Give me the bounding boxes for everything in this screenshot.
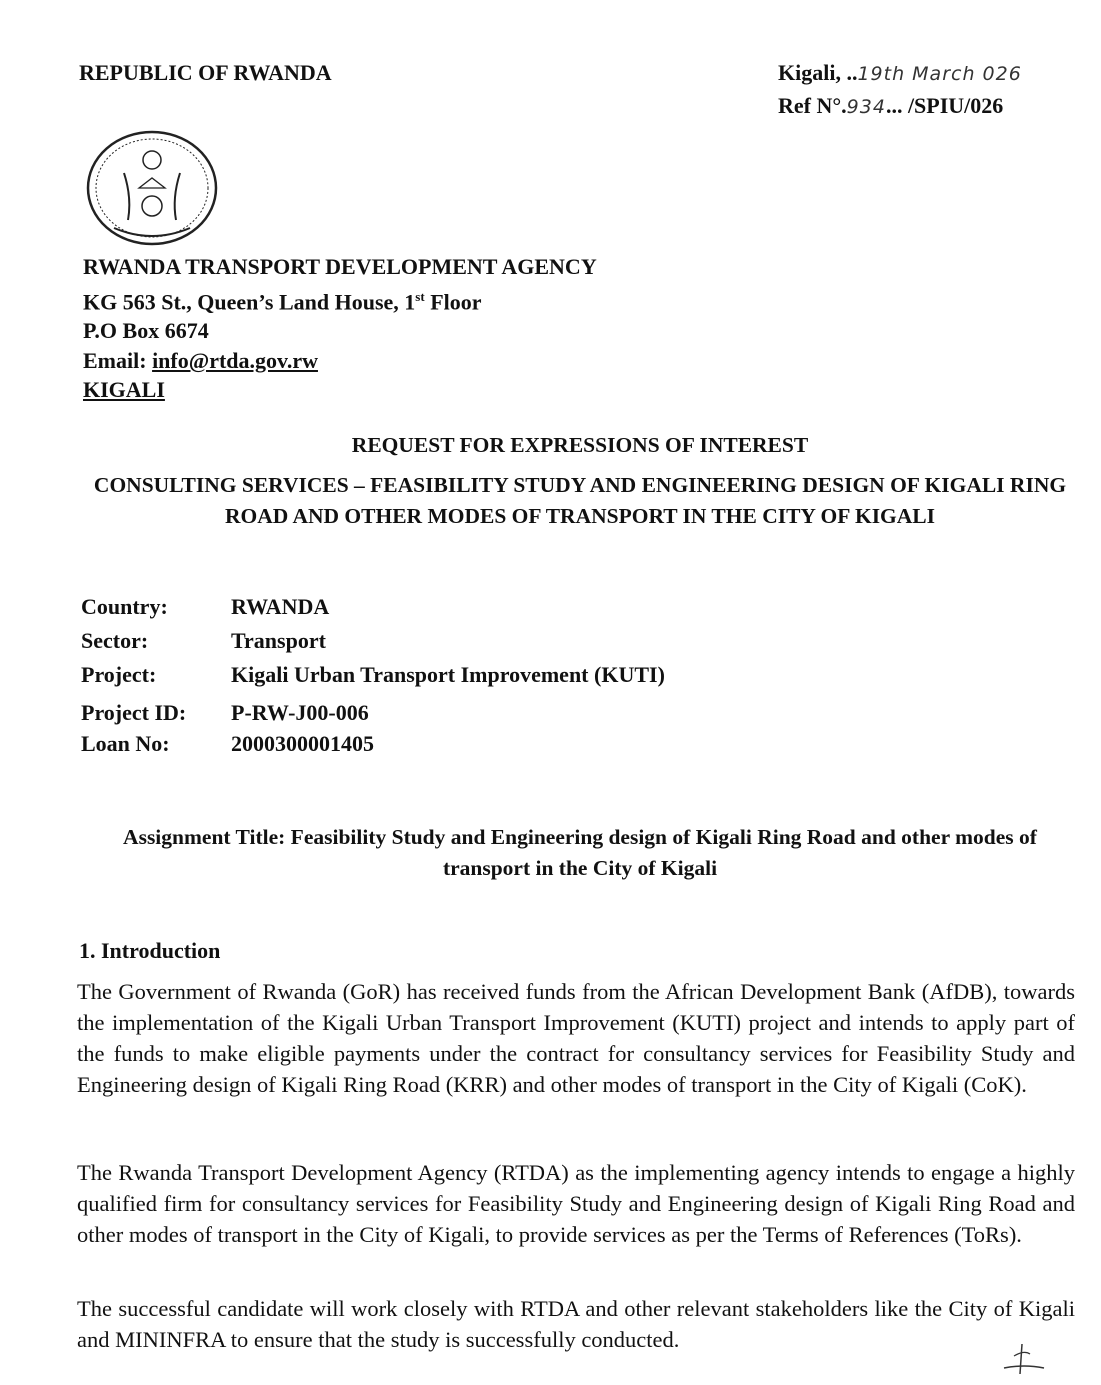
agency-address-block bbox=[83, 252, 597, 405]
agency-name: RWANDA TRANSPORT DEVELOPMENT AGENCY bbox=[83, 254, 597, 279]
republic-heading: REPUBLIC OF RWANDA bbox=[79, 60, 332, 85]
info-row-project: Project: Kigali Urban Transport Improvement (KUTI) bbox=[81, 662, 665, 687]
agency-email-line: Email: info@rtda.gov.rw bbox=[83, 347, 318, 373]
info-row-project-id: Project ID: P-RW-J00-006 bbox=[81, 700, 369, 725]
intro-paragraph-2: The Rwanda Transport Development Agency (RTDA) as the implementing agency intends to engage a highly qualified firm for consultancy services for Feasibility Study and Engineering design of Kigali Ring Road and other modes of transport in the City of Kigali, to provide services as per the Terms of References (ToRs). bbox=[77, 1160, 1075, 1247]
agency-po-box: P.O Box 6674 bbox=[83, 318, 209, 344]
intro-paragraph-1: The Government of Rwanda (GoR) has received funds from the African Development Bank (AfDB), towards the implementation of the Kigali Urban Transport Improvement (KUTI) project and intends to apply part of the funds to make eligible payments under the contract for consultancy services for Feasibility Study and Engineering design of Kigali Ring Road (KRR) and other modes of transport in the City of Kigali (CoK). bbox=[77, 979, 1075, 1097]
project-info-table bbox=[81, 594, 665, 762]
assignment-title: Assignment Title: Feasibility Study and Engineering design of Kigali Ring Road and other modes of transport in the City of Kigali bbox=[123, 825, 1037, 880]
info-row-sector: Sector: Transport bbox=[81, 628, 326, 653]
kigali-label: Kigali, .. bbox=[778, 60, 858, 85]
info-row-country: Country: RWANDA bbox=[81, 594, 330, 619]
handwritten-date: 19th March 026 bbox=[857, 63, 1022, 85]
date-line bbox=[778, 60, 1022, 86]
national-seal-icon bbox=[84, 128, 220, 248]
ref-prefix: Ref N°. bbox=[778, 93, 847, 118]
initials-mark-icon bbox=[1000, 1338, 1050, 1378]
request-title: REQUEST FOR EXPRESSIONS OF INTEREST bbox=[351, 433, 809, 457]
agency-email-link[interactable]: info@rtda.gov.rw bbox=[152, 347, 318, 373]
intro-paragraph-3: The successful candidate will work closely with RTDA and other relevant stakeholders like the City of Kigali and MININFRA to ensure that the study is successfully conducted. bbox=[77, 1296, 1075, 1352]
agency-street: KG 563 St., Queen’s Land House, 1st Floor bbox=[83, 288, 482, 314]
agency-city: KIGALI bbox=[83, 377, 165, 403]
introduction-heading: 1. Introduction bbox=[79, 938, 221, 963]
reference-line bbox=[778, 93, 1003, 119]
info-row-loan-no: Loan No: 2000300001405 bbox=[81, 731, 374, 756]
ref-suffix: ... /SPIU/026 bbox=[885, 93, 1004, 118]
consulting-title: CONSULTING SERVICES – FEASIBILITY STUDY AND ENGINEERING DESIGN OF KIGALI RING ROAD AND OTHER MODES OF TRANSPORT IN THE CITY OF KIGALI bbox=[93, 473, 1067, 528]
handwritten-ref-number: 934 bbox=[846, 96, 886, 118]
